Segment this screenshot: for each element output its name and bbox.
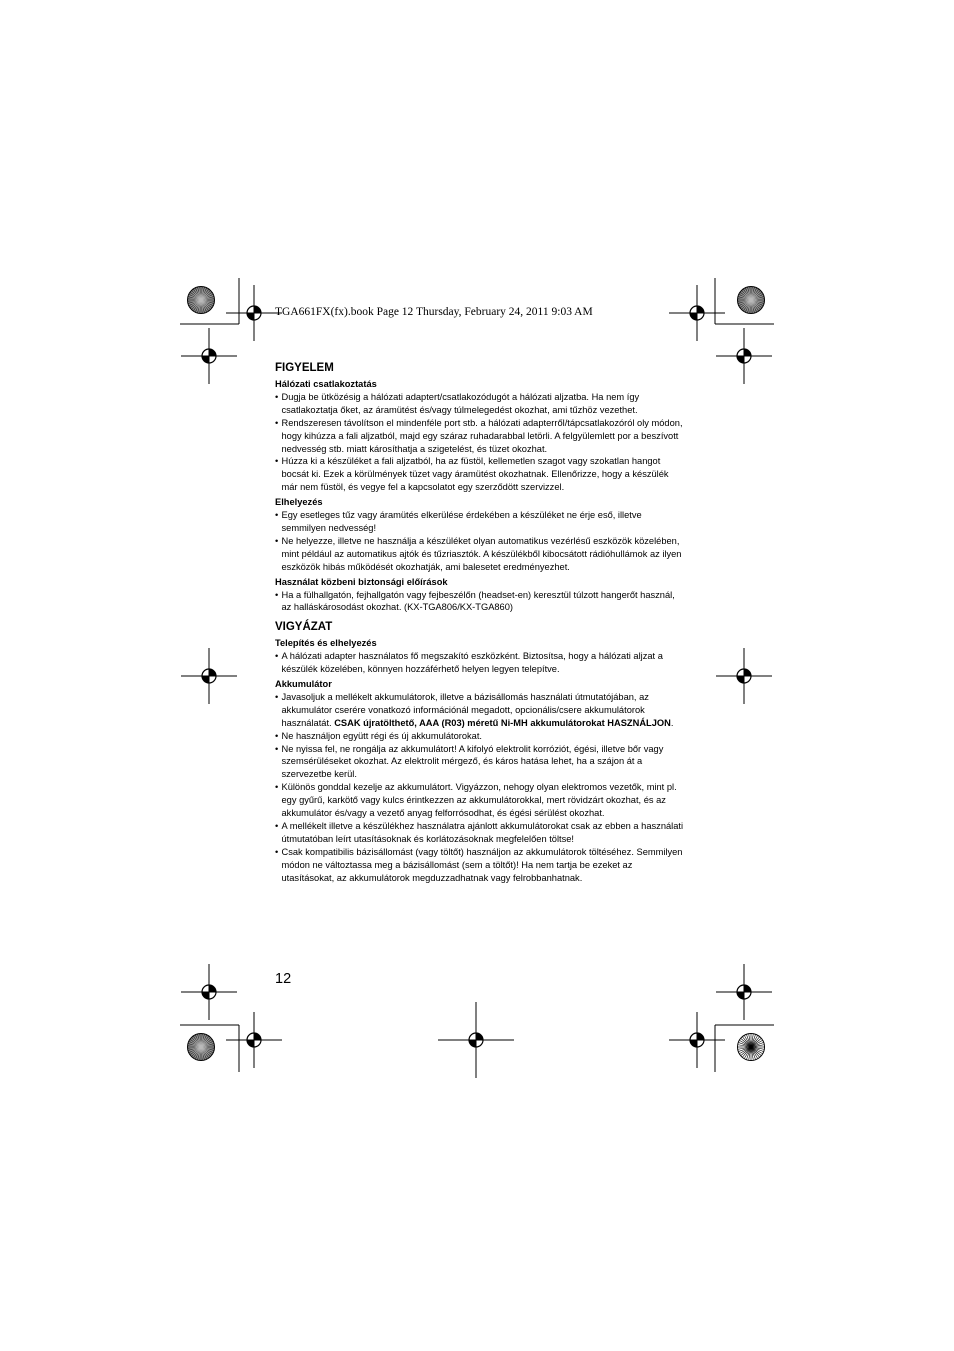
registration-quadrant <box>209 349 216 356</box>
registration-quadrant <box>254 1033 261 1040</box>
list-item: • Ha a fülhallgatón, fejhallgatón vagy fejbeszélőn (headset-en) keresztül túlzott hangerőt használ, az halláskárosodást okozhat. (KX-TGA806/KX-TGA860) <box>275 589 685 615</box>
registration-quadrant <box>247 313 254 320</box>
registration-quadrant <box>690 1040 697 1047</box>
registration-quadrant <box>247 1040 254 1047</box>
registration-quadrant <box>209 985 216 992</box>
registration-quadrant <box>737 992 744 999</box>
list-item: • Ne használjon együtt régi és új akkumulátorokat. <box>275 730 685 743</box>
registration-quadrant <box>744 985 751 992</box>
list-item: • Rendszeresen távolítson el mindenféle port stb. a hálózati adapterről/tápcsatlakozóról oly módon, hogy kihúzza a fali aljzatból, majd egy száraz ruhadarabbal letörli. A felgyülemlett por a beszívott nedvesség stb. miatt károsíthatja a szigetelést, és tüzet okozhat. <box>275 417 685 456</box>
list-item: • Dugja be ütközésig a hálózati adaptert/csatlakozódugót a hálózati aljzatba. Ha nem így csatlakoztatja őket, az áramütést és/vagy túlmelegedést okozhat, ami tűzhöz vezethet. <box>275 391 685 417</box>
book-file-info: TGA661FX(fx).book Page 12 Thursday, February 24, 2011 9:03 AM <box>275 306 593 318</box>
safety-content <box>275 361 685 885</box>
list-item: • Ne helyezze, illetve ne használja a készüléket olyan automatikus vezérlésű eszközök közelében, mint például az automatikus ajtók és tűzriasztók. A készülékből kibocsátott rádióhullámok az ilyen eszközök hibás működését okozhatják, ami balesetet eredményezhet. <box>275 535 685 574</box>
registration-quadrant <box>744 349 751 356</box>
group-heading: Használat közbeni biztonsági előírások <box>275 576 448 587</box>
group-usage-safety <box>275 576 685 615</box>
vigyazat-title: VIGYÁZAT <box>275 621 333 634</box>
registration-quadrant <box>737 356 744 363</box>
list-item: • A hálózati adapter használatos fő megszakító eszközként. Biztosítsa, hogy a hálózati aljzat a készülék közelében, könnyen hozzáférhető helyen legyen telepítve. <box>275 650 685 676</box>
registration-quadrant <box>697 306 704 313</box>
list-item-battery-recommendation <box>275 691 685 730</box>
battery-recommendation-bold: CSAK újratölthető, AAA (R03) méretű Ni-MH akkumulátorokat HASZNÁLJON <box>334 717 671 728</box>
group-heading: Akkumulátor <box>275 679 332 690</box>
list-item: • Húzza ki a készüléket a fali aljzatból, ha az füstöl, kellemetlen szagot vagy szokatlan hangot bocsát ki. Ezek a körülmények tüzet vagy áramütést okozhatnak. Ellenőrizze, hogy a készülék már nem füstöl, és vegye fel a kapcsolatot egy szerződött szervizzel. <box>275 455 685 494</box>
list-item: • Egy esetleges tűz vagy áramütés elkerülése érdekében a készüléket ne érje eső, illetve semmilyen nedvesség! <box>275 509 685 535</box>
group-heading: Telepítés és elhelyezés <box>275 638 377 649</box>
registration-quadrant <box>209 669 216 676</box>
list-item: • A mellékelt illetve a készülékhez használatra ajánlott akkumulátorokat csak az ebben a használati útmutatóban leírt utasításoknak és korlátozásoknak megfelelően töltse! <box>275 820 685 846</box>
battery-recommendation-end: . <box>670 717 674 728</box>
group-installation <box>275 637 685 676</box>
registration-quadrant <box>697 1033 704 1040</box>
registration-quadrant <box>254 306 261 313</box>
list-item: • Ne nyissa fel, ne rongálja az akkumulátort! A kifolyó elektrolit korróziót, égési, illetve bőr vagy szemsérüléseket okozhat. Az elektrolit mérgező, és káros hatása lehet, ha a szájon át a szervezetbe kerül. <box>275 743 685 782</box>
battery-recommendation-text: Javasoljuk a mellékelt akkumulátorok, illetve a bázisállomás használati útmutatójában, az akkumulátor cserére vonatkozó információnál megadott, opcionális/csere akkumulátorok használatát. <box>281 691 649 728</box>
registration-quadrant <box>202 992 209 999</box>
group-placement <box>275 496 685 573</box>
group-battery <box>275 678 685 885</box>
registration-quadrant <box>469 1040 476 1047</box>
group-power-connection <box>275 378 685 494</box>
registration-quadrant <box>744 669 751 676</box>
page-number: 12 <box>275 971 292 987</box>
registration-quadrant <box>737 676 744 683</box>
figyelem-title: FIGYELEM <box>275 362 334 374</box>
registration-quadrant <box>202 676 209 683</box>
group-heading: Elhelyezés <box>275 497 323 508</box>
registration-quadrant <box>202 356 209 363</box>
group-heading: Hálózati csatlakoztatás <box>275 379 377 389</box>
list-item: • Különös gonddal kezelje az akkumulátort. Vigyázzon, nehogy olyan elektromos vezetők, mint pl. egy gyűrű, karkötő vagy kulcs érintkezzen az akkumulátorokkal, mert rövidzárt okozhat, és az akkumulátor és/vagy a vezető anyag felforrósodhat, és égési sérülést okozhat. <box>275 781 685 820</box>
list-item: • Csak kompatibilis bázisállomást (vagy töltőt) használjon az akkumulátorok töltéséhez. Semmilyen módon ne változtassa meg a bázisállomást (sem a töltőt)! Ha nem tartja be ezeket az utasításokat, az akkumulátorok megduzzadhatnak vagy felrobbanhatnak. <box>275 846 685 885</box>
registration-quadrant <box>476 1033 483 1040</box>
